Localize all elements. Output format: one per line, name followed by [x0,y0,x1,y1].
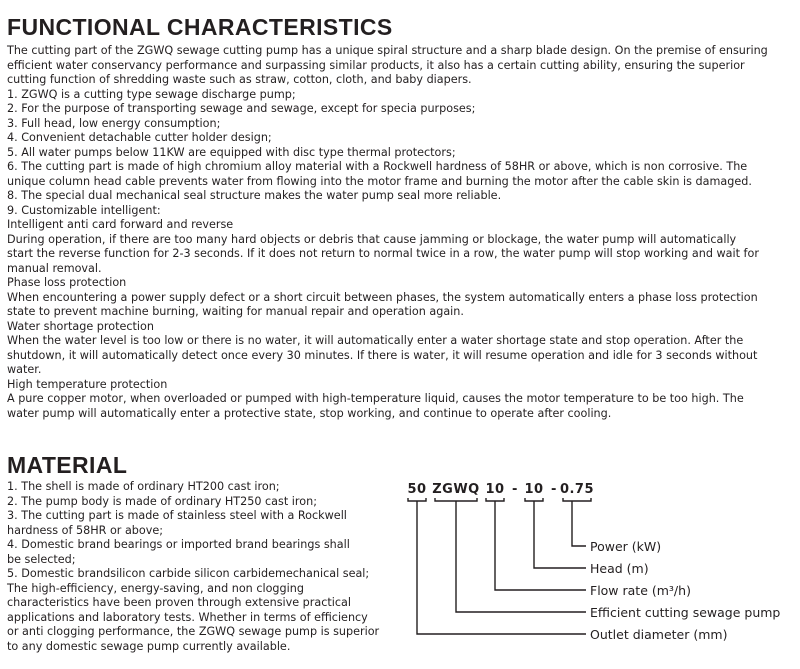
text-line: During operation, if there are too many hard objects or debris that cause jamming or blockage, the water pump will automatically [7,232,737,246]
text-line: efficient water conservancy performance and surpassing similar products, it also has a certain cutting ability, ensuring the superior [7,58,745,72]
text-line: unique column head cable prevents water from flowing into the motor frame and burning the motor after the cable skin is damaged. [7,174,752,188]
code-outlet-diameter: 50 [407,482,427,497]
text-line: start the reverse function for 2-3 seconds. If it does not return to normal twice in a row, the water pump will stop working and wait for [7,247,759,261]
text-line: 2. For the purpose of transporting sewage and sewage, except for specia purposes; [7,102,476,116]
leader-line-power [572,501,586,546]
text-line: water pump will automatically enter a protective state, stop working, and continue to operate after cooling. [7,406,612,420]
functional-characteristics-text [7,44,793,421]
text-line: hardness of 58HR or above; [7,523,164,537]
text-line: High temperature protection [7,377,168,391]
text-line: manual removal. [7,261,102,275]
text-line: characteristics have been proven through extensive practical [7,596,352,610]
text-line: applications and laboratory tests. Whether in terms of efficiency [7,610,368,624]
code-separator: - [551,482,557,497]
underline-bracket [486,498,504,501]
text-line: 5. Domestic brandsilicon carbide silicon carbidemechanical seal; [7,567,370,581]
model-code-diagram [400,470,800,669]
text-line: Intelligent anti card forward and reverse [7,218,234,232]
underline-bracket [563,498,591,501]
text-line: A pure copper motor, when overloaded or pumped with high-temperature liquid, causes the motor temperature to be too high. The [7,392,744,406]
code-pump-type: ZGWQ [432,482,480,497]
code-separator: - [512,482,518,497]
material-text [7,480,397,654]
material-heading: MATERIAL [7,452,128,478]
text-line: 9. Customizable intelligent: [7,203,161,217]
code-power: 0.75 [559,482,595,497]
underline-bracket [525,498,543,501]
leader-line-type [456,501,586,612]
text-line: 3. Full head, low energy consumption; [7,116,221,130]
legend-head: Head (m) [590,561,649,576]
underline-bracket [408,498,426,501]
text-line: When the water level is too low or there is no water, it will automatically enter a water shortage state and stop operation. After the [7,334,744,348]
legend-type: Efficient cutting sewage pump [590,605,781,620]
text-line: When encountering a power supply defect or a short circuit between phases, the system automatically enters a phase loss protection [7,290,758,304]
text-line: shutdown, it will automatically detect once every 30 minutes. If there is water, it will resume operation and idle for 3 seconds without [7,348,758,362]
text-line: 3. The cutting part is made of stainless steel with a Rockwell [7,509,347,523]
leader-line-head [534,501,586,568]
text-line: The high-efficiency, energy-saving, and non clogging [7,581,304,595]
text-line: water. [7,363,42,377]
text-line: 8. The special dual mechanical seal structure makes the water pump seal more reliable. [7,189,502,203]
functional-characteristics-heading: FUNCTIONAL CHARACTERISTICS [7,14,393,40]
text-line: The cutting part of the ZGWQ sewage cutting pump has a unique spiral structure and a sharp blade design. On the premise of ensuring [7,44,768,57]
text-line: cutting function of shredding waste such as straw, cotton, cloth, and baby diapers. [7,73,472,87]
text-line: 4. Domestic brand bearings or imported brand bearings shall [7,538,350,552]
text-line: to any domestic sewage pump currently available. [7,639,291,653]
text-line: or anti clogging performance, the ZGWQ sewage pump is superior [7,625,380,639]
legend-flow: Flow rate (m³/h) [590,583,691,598]
text-line: 4. Convenient detachable cutter holder design; [7,131,272,145]
text-line: 6. The cutting part is made of high chromium alloy material with a Rockwell hardness of 58HR or above, which is non corrosive. The [7,160,748,174]
text-line: 2. The pump body is made of ordinary HT250 cast iron; [7,494,317,508]
legend-power: Power (kW) [590,539,662,554]
code-head: 10 [524,482,544,497]
text-line: 5. All water pumps below 11KW are equipped with disc type thermal protectors; [7,145,456,159]
text-line: Water shortage protection [7,319,154,333]
text-line: be selected; [7,552,76,566]
underline-bracket [435,498,477,501]
text-line: 1. ZGWQ is a cutting type sewage discharge pump; [7,87,296,101]
text-line: 1. The shell is made of ordinary HT200 cast iron; [7,480,280,493]
code-flow-rate: 10 [485,482,505,497]
text-line: Phase loss protection [7,276,127,290]
legend-outlet: Outlet diameter (mm) [590,627,728,642]
text-line: state to prevent machine burning, waiting for manual repair and operation again. [7,305,464,319]
